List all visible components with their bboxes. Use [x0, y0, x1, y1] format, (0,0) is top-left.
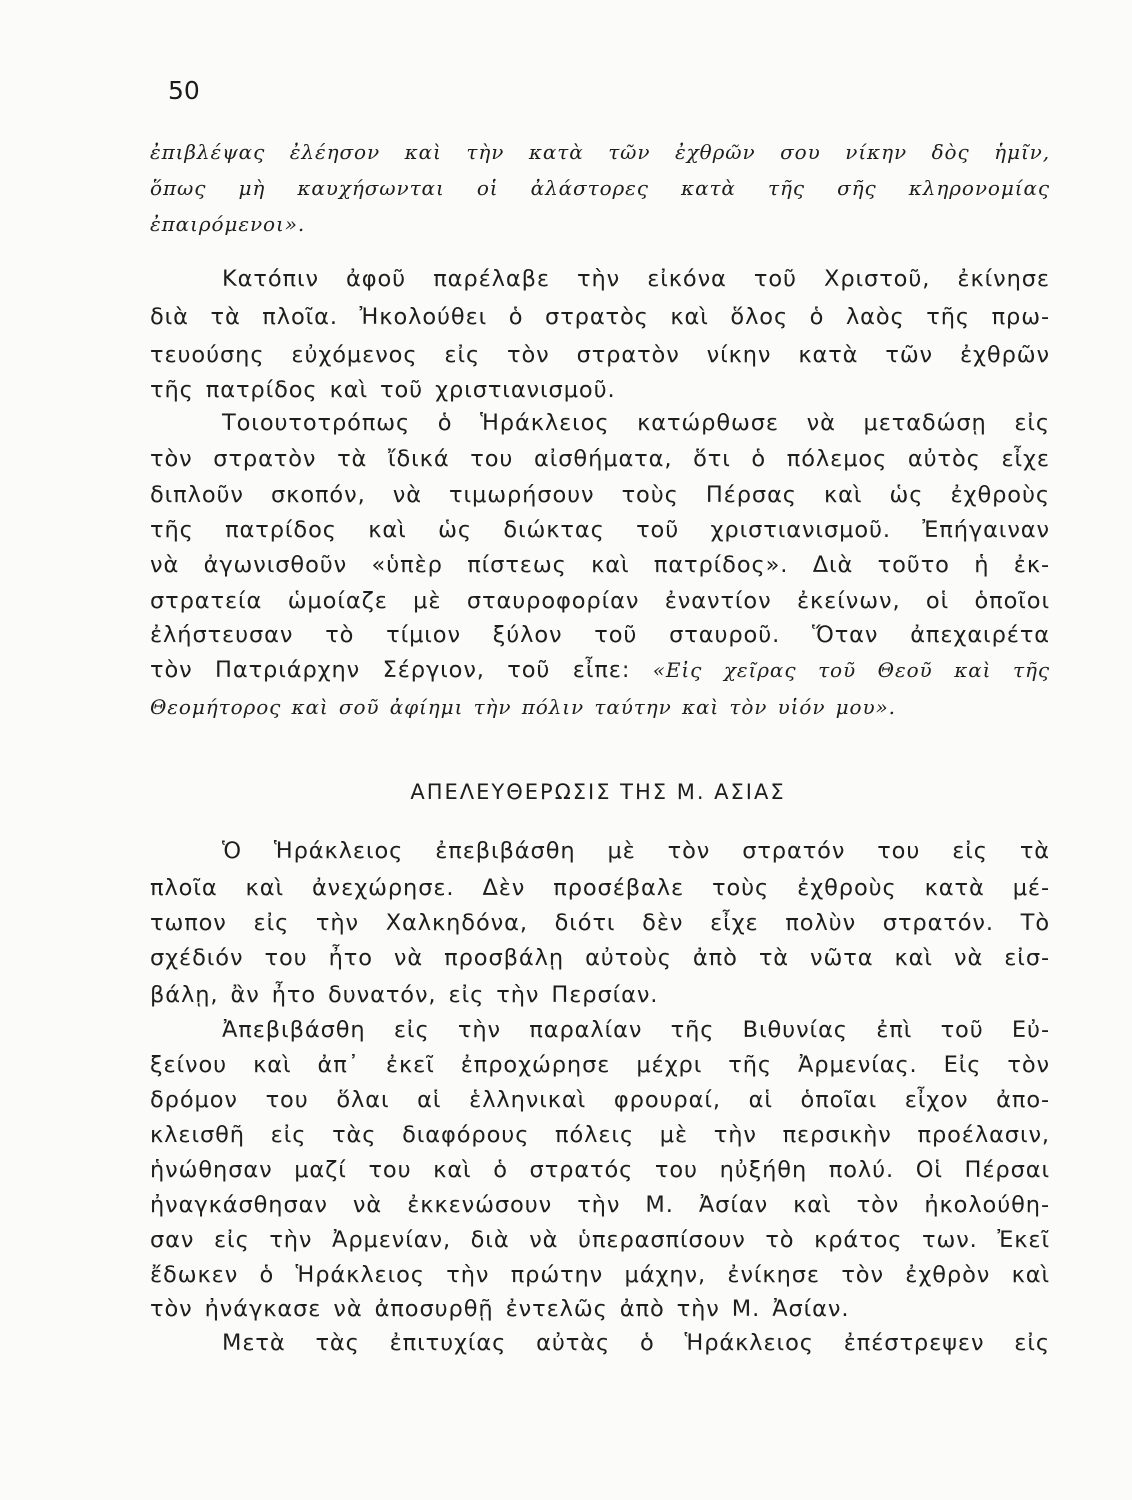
- paragraph-line: τὸν ἠνάγκασε νὰ ἀποσυρθῇ ἐντελῶς ἀπὸ τὴν Μ. Ἀσίαν.: [150, 1296, 850, 1322]
- paragraph-line: [150, 657, 1050, 683]
- paragraph-line: Ὁ Ἡράκλειος ἐπεβιβάσθη μὲ τὸν στρατόν του εἰς τὰ: [222, 838, 1050, 864]
- quote-line: ἐπαιρόμενοι».: [150, 212, 306, 236]
- paragraph-line: τωπον εἰς τὴν Χαλκηδόνα, διότι δὲν εἶχε πολὺν στρατόν. Τὸ: [150, 910, 1050, 936]
- section-heading: ΑΠΕΛΕΥΘΕΡΩΣΙΣ ΤΗΣ Μ. ΑΣΙΑΣ: [410, 780, 786, 804]
- paragraph-line: πλοῖα καὶ ἀνεχώρησε. Δὲν προσέβαλε τοὺς ἐχθροὺς κατὰ μέ-: [150, 875, 1050, 901]
- paragraph-line: τῆς πατρίδος καὶ ὡς διώκτας τοῦ χριστιανισμοῦ. Ἐπήγαιναν: [150, 517, 1050, 543]
- quote-line: Θεομήτορος καὶ σοῦ ἀφίημι τὴν πόλιν ταύτην καὶ τὸν υἱόν μου».: [150, 695, 896, 719]
- paragraph-line: τῆς πατρίδος καὶ τοῦ χριστιανισμοῦ.: [150, 377, 616, 403]
- quote-line: ἐπιβλέψας ἐλέησον καὶ τὴν κατὰ τῶν ἐχθρῶν σου νίκην δὸς ἡμῖν,: [150, 140, 1050, 164]
- paragraph-line: ἐλήστευσαν τὸ τίμιον ξύλον τοῦ σταυροῦ. Ὅταν ἀπεχαιρέτα: [150, 622, 1050, 648]
- plain-text: τὸν Πατριάρχην Σέργιον, τοῦ εἶπε:: [150, 657, 653, 683]
- paragraph-line: ἔδωκεν ὁ Ἡράκλειος τὴν πρώτην μάχην, ἐνίκησε τὸν ἐχθρὸν καὶ: [150, 1262, 1050, 1288]
- page-number: 50: [168, 76, 200, 105]
- paragraph-line: νὰ ἀγωνισθοῦν «ὑπὲρ πίστεως καὶ πατρίδος». Διὰ τοῦτο ἡ ἐκ-: [150, 552, 1050, 578]
- paragraph-line: στρατεία ὡμοίαζε μὲ σταυροφορίαν ἐναντίον ἐκείνων, οἱ ὁποῖοι: [150, 588, 1050, 614]
- paragraph-line: κλεισθῆ εἰς τὰς διαφόρους πόλεις μὲ τὴν περσικὴν προέλασιν,: [150, 1122, 1050, 1148]
- quote-line: ὅπως μὴ καυχήσωνται οἱ ἀλάστορες κατὰ τῆς σῆς κληρονομίας: [150, 176, 1050, 200]
- paragraph-line: σχέδιόν του ἦτο νὰ προσβάλῃ αὐτοὺς ἀπὸ τὰ νῶτα καὶ νὰ εἰσ-: [150, 945, 1050, 971]
- paragraph-line: τὸν στρατὸν τὰ ἴδικά του αἰσθήματα, ὅτι ὁ πόλεμος αὐτὸς εἶχε: [150, 446, 1050, 472]
- paragraph-line: ἡνώθησαν μαζί του καὶ ὁ στρατός του ηὐξήθη πολύ. Οἱ Πέρσαι: [150, 1157, 1050, 1183]
- paragraph-line: Κατόπιν ἀφοῦ παρέλαβε τὴν εἰκόνα τοῦ Χριστοῦ, ἐκίνησε: [222, 266, 1050, 292]
- paragraph-line: δρόμον του ὅλαι αἱ ἑλληνικαὶ φρουραί, αἱ ὁποῖαι εἶχον ἀπο-: [150, 1087, 1050, 1113]
- paragraph-line: Μετὰ τὰς ἐπιτυχίας αὐτὰς ὁ Ἡράκλειος ἐπέστρεψεν εἰς: [222, 1330, 1050, 1356]
- paragraph-line: διὰ τὰ πλοῖα. Ἠκολούθει ὁ στρατὸς καὶ ὅλος ὁ λαὸς τῆς πρω-: [150, 304, 1050, 330]
- paragraph-line: ἠναγκάσθησαν νὰ ἐκκενώσουν τὴν Μ. Ἀσίαν καὶ τὸν ἠκολούθη-: [150, 1192, 1050, 1218]
- paragraph-line: Τοιουτοτρόπως ὁ Ἡράκλειος κατώρθωσε νὰ μεταδώσῃ εἰς: [222, 410, 1050, 436]
- paragraph-line: σαν εἰς τὴν Ἀρμενίαν, διὰ νὰ ὑπερασπίσουν τὸ κράτος των. Ἐκεῖ: [150, 1227, 1050, 1253]
- paragraph-line: βάλῃ, ἂν ἦτο δυνατόν, εἰς τὴν Περσίαν.: [150, 982, 659, 1008]
- paragraph-line: Ἀπεβιβάσθη εἰς τὴν παραλίαν τῆς Βιθυνίας ἐπὶ τοῦ Εὐ-: [222, 1017, 1050, 1043]
- italic-quote: «Εἰς χεῖρας τοῦ Θεοῦ καὶ τῆς: [652, 658, 1051, 682]
- paragraph-line: ξείνου καὶ ἀπ᾿ ἐκεῖ ἐπροχώρησε μέχρι τῆς Ἀρμενίας. Εἰς τὸν: [150, 1052, 1050, 1078]
- paragraph-line: τευούσης εὐχόμενος εἰς τὸν στρατὸν νίκην κατὰ τῶν ἐχθρῶν: [150, 342, 1050, 368]
- paragraph-line: διπλοῦν σκοπόν, νὰ τιμωρήσουν τοὺς Πέρσας καὶ ὡς ἐχθροὺς: [150, 482, 1050, 508]
